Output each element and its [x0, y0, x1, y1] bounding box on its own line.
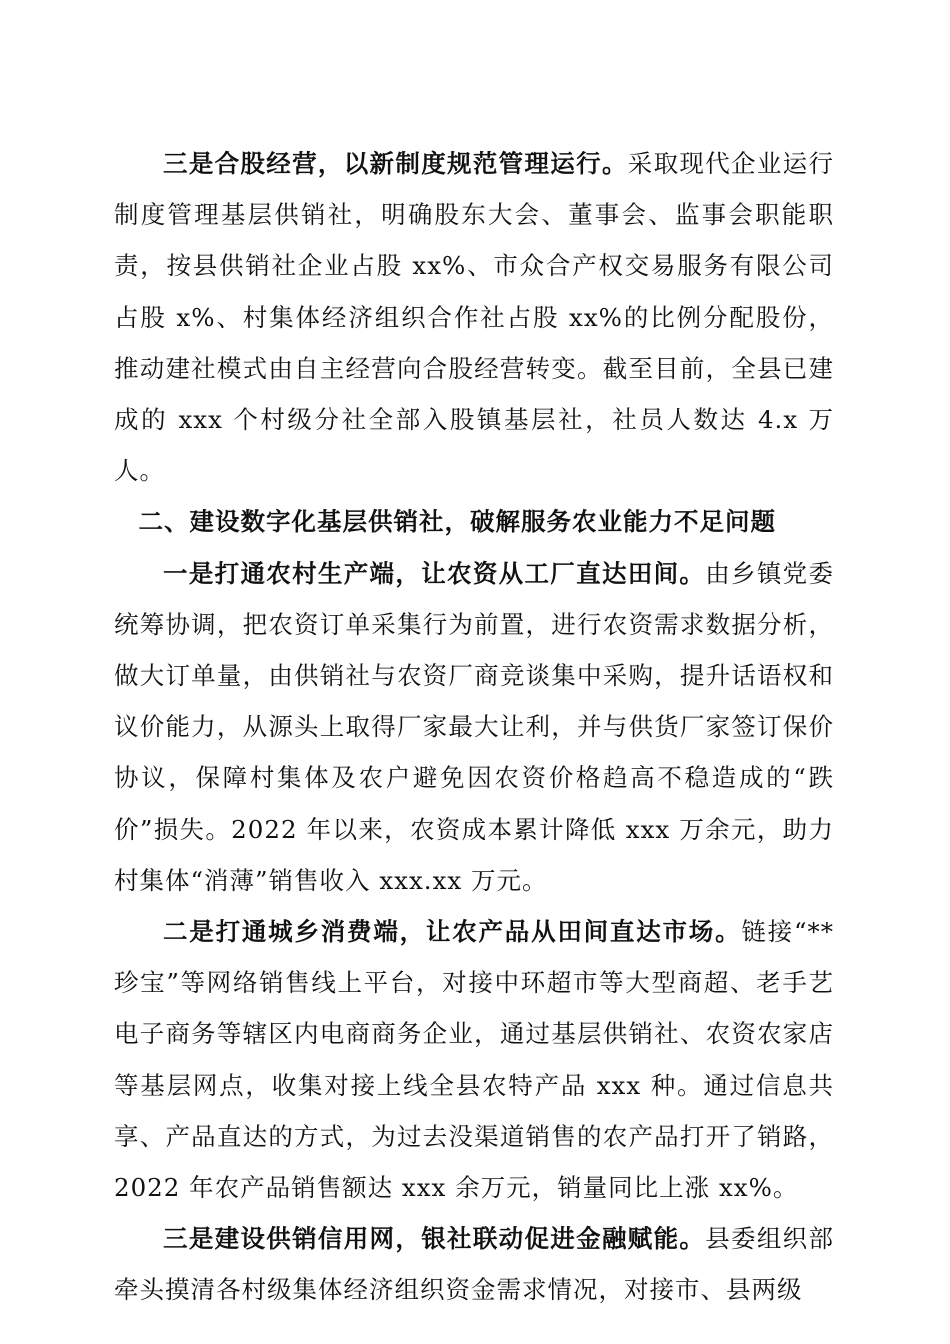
- paragraph-lead: 三是合股经营，以新制度规范管理运行。: [163, 149, 628, 178]
- paragraph-lead: 二是打通城乡消费端，让农产品从田间直达市场。: [163, 917, 742, 947]
- paragraph-text: 采取现代企业运行制度管理基层供销社，明确股东大会、董事会、监事会职能职责，按县供销社企业占股 xx%、市众合产权交易服务有限公司占股 x%、村集体经济组织合作社占股 xx%的比例分配股份，推动建社模式由自主经营向合股经营转变。截至目前，全县已建成的 xxx 个村级分社全部入股镇基层社，社员人数达 4.x 万人。: [114, 149, 835, 486]
- paragraph-production-end: [114, 548, 834, 906]
- section-heading: 二、建设数字化基层供销社，破解服务农业能力不足问题: [138, 507, 776, 537]
- paragraph-text: 由乡镇党委统筹协调，把农资订单采集行为前置，进行农资需求数据分析，做大订单量，由供销社与农资厂商竞谈集中采购，提升话语权和议价能力，从源头上取得厂家最大让利，并与供货厂家签订保价协议，保障村集体及农户避免因农资价格趋高不稳造成的“跌价”损失。2022 年以来，农资成本累计降低 xxx 万余元，助力村集体“消薄”销售收入 xxx.xx 万元。: [114, 558, 834, 895]
- paragraph-joint-stock: [114, 138, 834, 496]
- paragraph-credit-network: [114, 1213, 834, 1315]
- paragraph-lead: 三是建设供销信用网，银社联动促进金融赋能。: [163, 1224, 706, 1254]
- paragraph-text: 链接“**珍宝”等网络销售线上平台，对接中环超市等大型商超、老手艺电子商务等辖区内电商商务企业，通过基层供销社、农资农家店等基层网点，收集对接上线全县农特产品 xxx 种。通过信息共享、产品直达的方式，为过去没渠道销售的农产品打开了销路，2022 年农产品销售额达 xxx 余万元，销量同比上涨 xx%。: [114, 917, 834, 1203]
- document-body: [114, 138, 834, 1316]
- paragraph-text: 县委组织部牵头摸清各村级集体经济组织资金需求情况，对接市、县两级: [114, 1224, 834, 1305]
- paragraph-lead: 一是打通农村生产端，让农资从工厂直达田间。: [163, 558, 706, 588]
- paragraph-consumption-end: [114, 906, 834, 1213]
